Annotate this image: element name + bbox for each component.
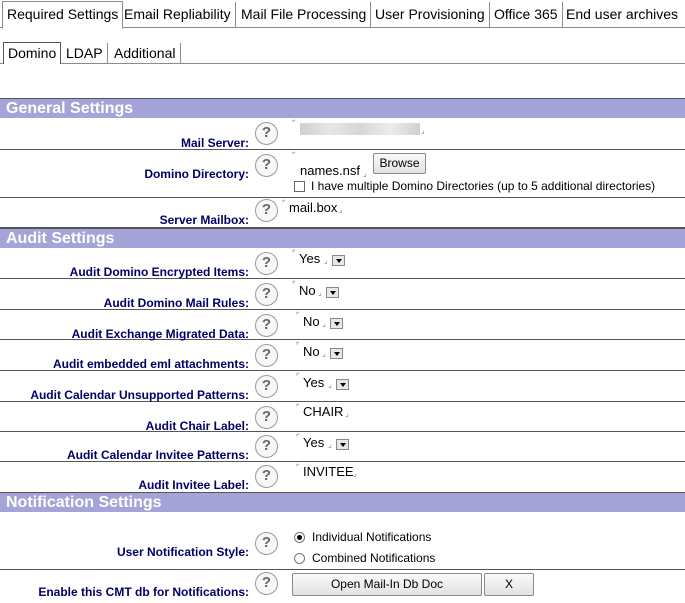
field-start-marker: ⌜ xyxy=(292,280,296,289)
audit-invitee-label-value[interactable]: INVITEE xyxy=(303,464,354,479)
mail-server-input[interactable] xyxy=(300,123,420,135)
domino-directory-input[interactable]: names.nsf xyxy=(300,163,360,178)
audit-chair-label-label: Audit Chair Label: xyxy=(145,419,249,433)
row-audit-domino-mail-rules xyxy=(0,279,685,310)
field-end-marker: ⌟ xyxy=(318,288,322,297)
audit-embedded-eml-value[interactable]: No xyxy=(303,344,320,359)
dropdown-arrow-icon[interactable] xyxy=(330,348,343,359)
row-server-mailbox xyxy=(0,198,685,228)
dropdown-arrow-icon[interactable] xyxy=(326,287,339,298)
audit-domino-encrypted-label: Audit Domino Encrypted Items: xyxy=(69,265,249,279)
field-end-marker: ⌟ xyxy=(339,205,343,214)
dropdown-arrow-icon[interactable] xyxy=(336,379,349,390)
audit-calendar-unsupported-label: Audit Calendar Unsupported Patterns: xyxy=(30,388,249,402)
field-end-marker: ⌟ xyxy=(322,349,326,358)
help-icon[interactable]: ? xyxy=(255,465,278,488)
field-start-marker: ⌜ xyxy=(296,403,300,412)
tab-office-365[interactable]: Office 365 xyxy=(490,2,563,28)
row-enable-cmt-notifications xyxy=(0,570,685,603)
audit-calendar-invitee-value[interactable]: Yes xyxy=(303,435,325,450)
open-mail-in-db-doc-button[interactable]: Open Mail-In Db Doc xyxy=(292,573,482,596)
dropdown-arrow-icon[interactable] xyxy=(336,439,349,450)
row-mail-server xyxy=(0,118,685,150)
field-start-marker: ⌜ xyxy=(282,199,286,208)
help-icon[interactable]: ? xyxy=(255,344,278,367)
field-end-marker: ⌟ xyxy=(345,409,349,418)
close-button[interactable]: X xyxy=(484,573,534,596)
field-end-marker: ⌟ xyxy=(363,169,367,178)
field-end-marker: ⌟ xyxy=(328,440,332,449)
section-notification-settings: Notification Settings xyxy=(0,492,685,512)
row-domino-directory xyxy=(0,150,685,198)
audit-exchange-migrated-value[interactable]: No xyxy=(303,314,320,329)
audit-calendar-unsupported-value[interactable]: Yes xyxy=(303,375,325,390)
field-end-marker: ⌟ xyxy=(324,256,328,265)
row-audit-embedded-eml xyxy=(0,340,685,371)
server-mailbox-label: Server Mailbox: xyxy=(159,213,249,227)
help-icon[interactable]: ? xyxy=(255,532,278,555)
dropdown-arrow-icon[interactable] xyxy=(332,255,345,266)
help-icon[interactable]: ? xyxy=(255,406,278,429)
help-icon[interactable]: ? xyxy=(255,252,278,275)
help-icon[interactable]: ? xyxy=(255,122,278,145)
combined-notifications-radio[interactable] xyxy=(294,553,305,564)
server-mailbox-input[interactable]: mail.box xyxy=(289,200,338,215)
audit-chair-label-value[interactable]: CHAIR xyxy=(303,404,344,419)
row-audit-chair-label xyxy=(0,402,685,432)
row-audit-invitee-label xyxy=(0,462,685,492)
subtab-ldap[interactable]: LDAP xyxy=(62,43,108,64)
help-icon[interactable]: ? xyxy=(255,154,278,177)
enable-cmt-notifications-label: Enable this CMT db for Notifications: xyxy=(38,585,249,599)
field-start-marker: ⌜ xyxy=(292,151,296,160)
mail-server-label: Mail Server: xyxy=(180,136,249,150)
dropdown-arrow-icon[interactable] xyxy=(330,318,343,329)
audit-invitee-label-label: Audit Invitee Label: xyxy=(138,478,249,492)
field-start-marker: ⌜ xyxy=(296,433,300,442)
help-icon[interactable]: ? xyxy=(255,435,278,458)
audit-domino-encrypted-value[interactable]: Yes xyxy=(299,251,321,266)
individual-notifications-label: Individual Notifications xyxy=(312,530,432,544)
multiple-directories-label: I have multiple Domino Directories (up to 5 additional directories) xyxy=(311,179,656,193)
tab-end-user-archives[interactable]: End user archives xyxy=(566,6,679,22)
audit-calendar-invitee-label: Audit Calendar Invitee Patterns: xyxy=(66,448,249,462)
field-start-marker: ⌜ xyxy=(292,119,296,128)
help-icon[interactable]: ? xyxy=(255,283,278,306)
field-end-marker: ⌟ xyxy=(421,126,425,135)
row-audit-exchange-migrated xyxy=(0,310,685,340)
field-end-marker: ⌟ xyxy=(328,380,332,389)
domino-directory-label: Domino Directory: xyxy=(144,167,249,181)
field-end-marker: ⌟ xyxy=(353,469,357,478)
subtab-additional[interactable]: Additional xyxy=(110,43,181,64)
tab-email-repliability[interactable]: Email Repliability xyxy=(120,2,236,28)
sub-tab-bar xyxy=(0,40,685,64)
row-user-notification-style xyxy=(0,528,685,570)
row-audit-domino-encrypted xyxy=(0,248,685,279)
tab-mail-file-processing[interactable]: Mail File Processing xyxy=(237,2,371,28)
field-start-marker: ⌜ xyxy=(296,341,300,350)
field-end-marker: ⌟ xyxy=(322,319,326,328)
row-audit-calendar-unsupported xyxy=(0,371,685,402)
audit-embedded-eml-label: Audit embedded eml attachments: xyxy=(52,357,249,371)
field-start-marker: ⌜ xyxy=(296,372,300,381)
user-notification-style-label: User Notification Style: xyxy=(116,545,249,559)
individual-notifications-radio[interactable] xyxy=(294,532,305,543)
help-icon[interactable]: ? xyxy=(255,375,278,398)
help-icon[interactable]: ? xyxy=(255,199,278,222)
help-icon[interactable]: ? xyxy=(255,572,278,595)
field-start-marker: ⌜ xyxy=(292,249,296,258)
help-icon[interactable]: ? xyxy=(255,314,278,337)
top-tab-bar xyxy=(0,0,685,28)
browse-button[interactable]: Browse xyxy=(373,153,426,174)
field-start-marker: ⌜ xyxy=(296,311,300,320)
audit-exchange-migrated-label: Audit Exchange Migrated Data: xyxy=(71,327,249,341)
tab-required-settings[interactable]: Required Settings xyxy=(2,1,123,29)
audit-domino-mail-rules-label: Audit Domino Mail Rules: xyxy=(103,296,249,310)
subtab-domino[interactable]: Domino xyxy=(3,42,61,64)
section-general-settings: General Settings xyxy=(0,98,685,118)
section-audit-settings: Audit Settings xyxy=(0,228,685,248)
row-audit-calendar-invitee xyxy=(0,432,685,462)
field-start-marker: ⌜ xyxy=(296,463,300,472)
combined-notifications-label: Combined Notifications xyxy=(312,551,436,565)
audit-domino-mail-rules-value[interactable]: No xyxy=(299,283,316,298)
tab-user-provisioning[interactable]: User Provisioning xyxy=(371,2,490,28)
multiple-directories-checkbox[interactable] xyxy=(294,181,305,192)
